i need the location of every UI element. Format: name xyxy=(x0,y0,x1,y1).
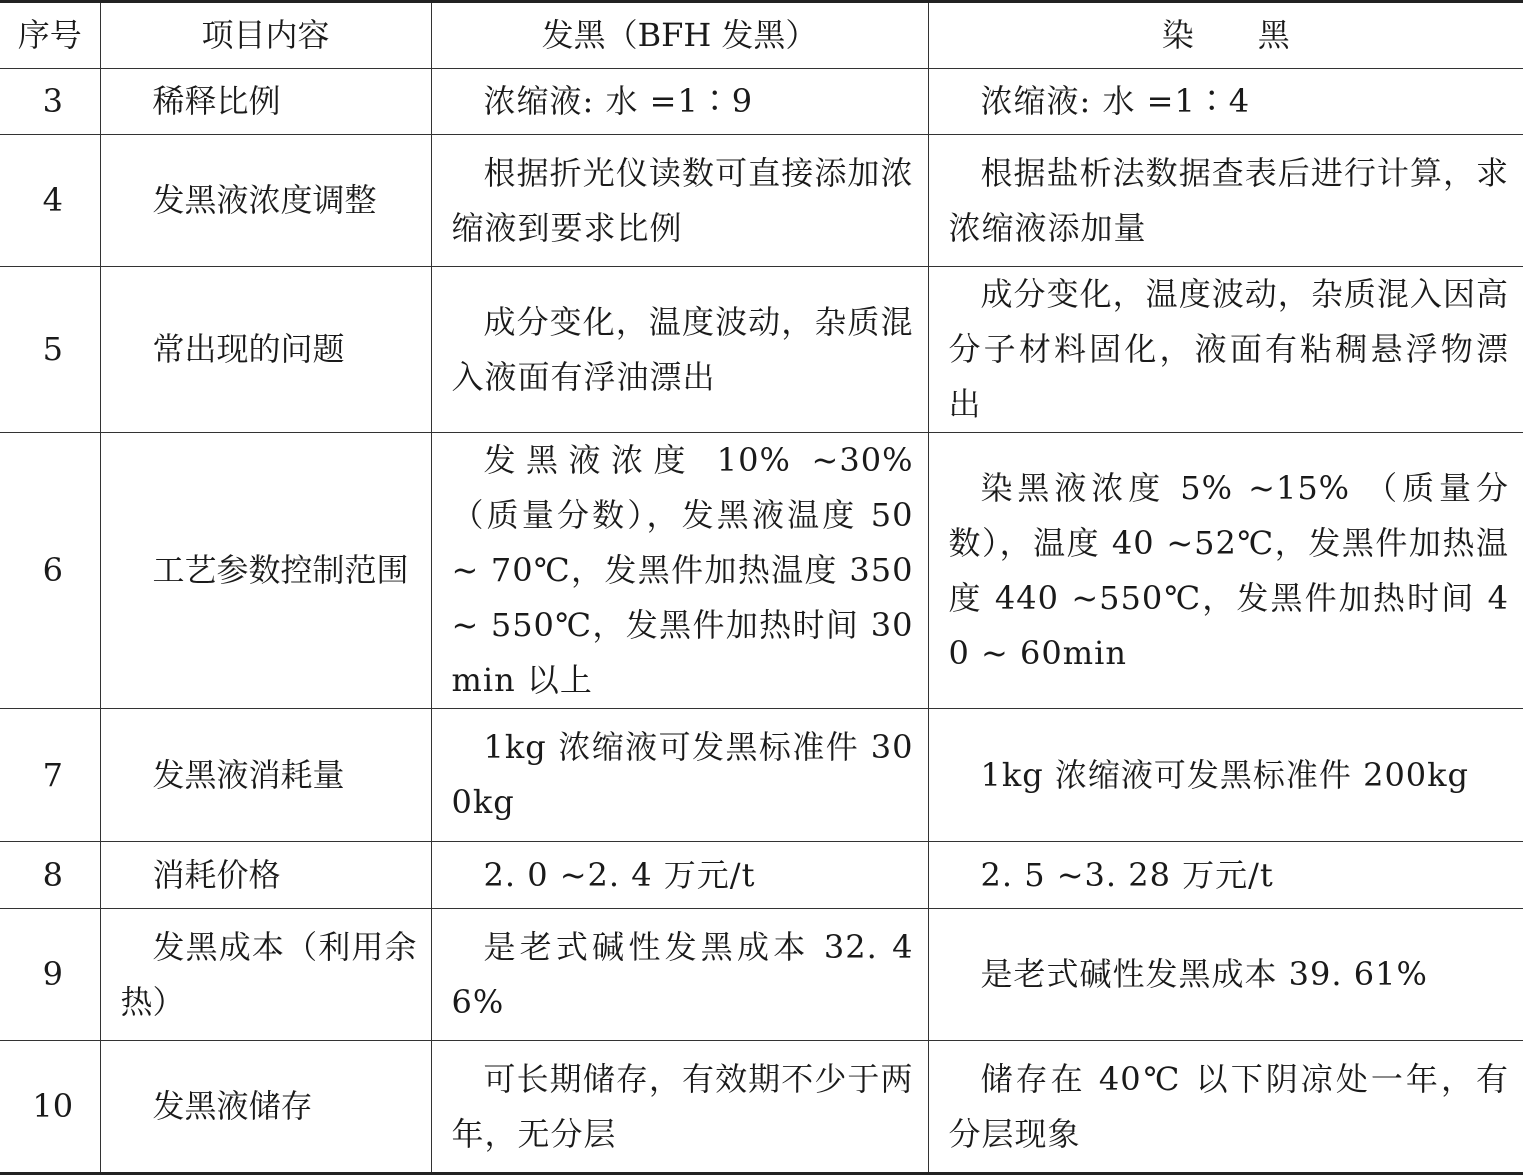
row-blackening: 根据折光仪读数可直接添加浓缩液到要求比例 xyxy=(431,135,928,267)
row-blackening: 浓缩液: 水 =1∶9 xyxy=(431,69,928,135)
row-item: 发黑液浓度调整 xyxy=(100,135,431,267)
row-item: 常出现的问题 xyxy=(100,267,431,433)
header-item: 项目内容 xyxy=(100,2,431,69)
row-index: 9 xyxy=(0,909,100,1041)
table-row xyxy=(0,709,1523,842)
row-blackening: 是老式碱性发黑成本 32. 46% xyxy=(431,909,928,1041)
row-dyeing: 染黑液浓度 5% ~15% （质量分数），温度 40 ~52℃，发黑件加热温度 440 ~550℃，发黑件加热时间 40 ~ 60min xyxy=(928,433,1523,709)
row-item: 消耗价格 xyxy=(100,842,431,909)
header-dyeing: 染 黑 xyxy=(928,2,1523,69)
table-row xyxy=(0,433,1523,709)
row-index: 4 xyxy=(0,135,100,267)
row-blackening: 2. 0 ~2. 4 万元/t xyxy=(431,842,928,909)
header-index: 序号 xyxy=(0,2,100,69)
table-row xyxy=(0,1041,1523,1174)
row-dyeing: 是老式碱性发黑成本 39. 61% xyxy=(928,909,1523,1041)
row-blackening: 发黑液浓度 10% ~30% （质量分数），发黑液温度 50 ~ 70℃，发黑件加热温度 350 ~ 550℃，发黑件加热时间 30min 以上 xyxy=(431,433,928,709)
row-item: 发黑液储存 xyxy=(100,1041,431,1174)
row-dyeing: 1kg 浓缩液可发黑标准件 200kg xyxy=(928,709,1523,842)
row-index: 6 xyxy=(0,433,100,709)
table-row xyxy=(0,69,1523,135)
row-index: 5 xyxy=(0,267,100,433)
table-row xyxy=(0,135,1523,267)
header-blackening: 发黑（BFH 发黑） xyxy=(431,2,928,69)
row-index: 3 xyxy=(0,69,100,135)
row-item: 发黑液消耗量 xyxy=(100,709,431,842)
table-row xyxy=(0,909,1523,1041)
row-dyeing: 根据盐析法数据查表后进行计算，求浓缩液添加量 xyxy=(928,135,1523,267)
row-index: 7 xyxy=(0,709,100,842)
table-row xyxy=(0,842,1523,909)
row-item: 工艺参数控制范围 xyxy=(100,433,431,709)
row-dyeing: 浓缩液: 水 =1∶4 xyxy=(928,69,1523,135)
row-dyeing: 成分变化，温度波动，杂质混入因高分子材料固化，液面有粘稠悬浮物漂出 xyxy=(928,267,1523,433)
row-blackening: 可长期储存，有效期不少于两年，无分层 xyxy=(431,1041,928,1174)
row-item: 发黑成本（利用余热） xyxy=(100,909,431,1041)
row-index: 10 xyxy=(0,1041,100,1174)
row-dyeing: 2. 5 ~3. 28 万元/t xyxy=(928,842,1523,909)
row-blackening: 成分变化，温度波动，杂质混入液面有浮油漂出 xyxy=(431,267,928,433)
row-blackening: 1kg 浓缩液可发黑标准件 300kg xyxy=(431,709,928,842)
row-dyeing: 储存在 40℃ 以下阴凉处一年，有分层现象 xyxy=(928,1041,1523,1174)
table-header-row xyxy=(0,2,1523,69)
row-index: 8 xyxy=(0,842,100,909)
row-item: 稀释比例 xyxy=(100,69,431,135)
table-row xyxy=(0,267,1523,433)
